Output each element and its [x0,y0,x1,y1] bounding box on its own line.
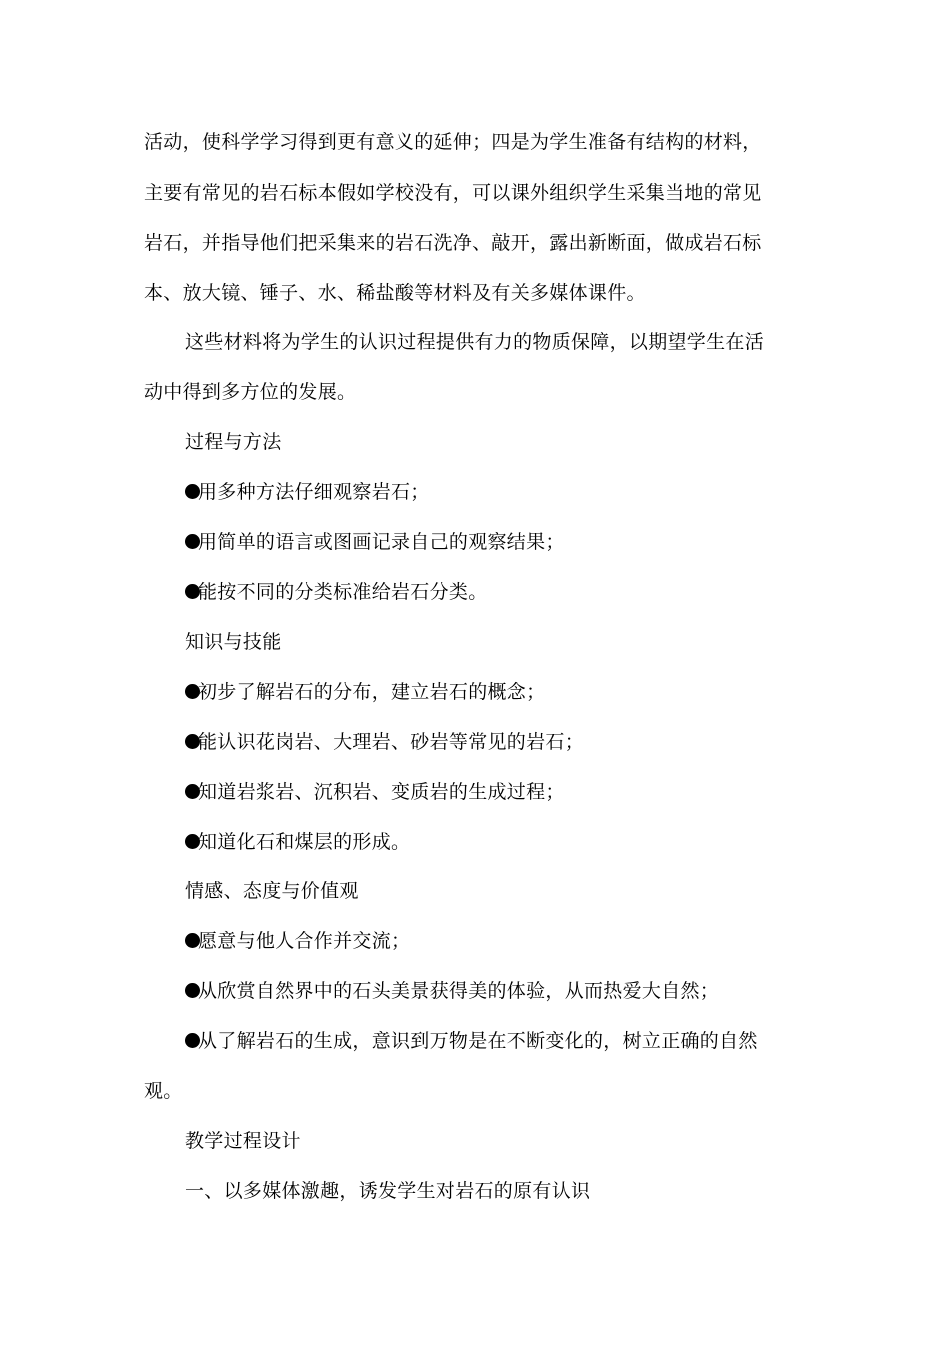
paragraph-line: 观。 [144,1080,183,1102]
bullet-item: 能认识花岗岩、大理岩、砂岩等常见的岩石； [185,730,805,754]
bullet-item: 愿意与他人合作并交流； [185,929,805,953]
bullet-item: 知道岩浆岩、沉积岩、变质岩的生成过程； [185,780,805,804]
paragraph-line: 主要有常见的岩石标本假如学校没有，可以课外组织学生采集当地的常见 [144,182,762,204]
section-heading-process: 过程与方法 [185,431,282,453]
section-heading-emotion: 情感、态度与价值观 [185,880,359,902]
section-heading-knowledge: 知识与技能 [185,631,282,653]
bullet-item: 从欣赏自然界中的石头美景获得美的体验，从而热爱大自然； [185,979,805,1003]
bullet-item: 初步了解岩石的分布，建立岩石的概念； [185,680,805,704]
paragraph-line: 这些材料将为学生的认识过程提供有力的物质保障，以期望学生在活 [185,331,765,353]
paragraph-line: 本、放大镜、锤子、水、稀盐酸等材料及有关多媒体课件。 [144,282,646,304]
bullet-item: 用多种方法仔细观察岩石； [185,480,805,504]
bullet-item: 用简单的语言或图画记录自己的观察结果； [185,530,805,554]
paragraph-line: 动中得到多方位的发展。 [144,381,357,403]
bullet-item: 知道化石和煤层的形成。 [185,830,805,854]
section-heading-design: 教学过程设计 [185,1130,301,1152]
paragraph-line: 岩石，并指导他们把采集来的岩石洗净、敲开，露出新断面，做成岩石标 [144,232,762,254]
paragraph-line: 活动，使科学学习得到更有意义的延伸；四是为学生准备有结构的材料， [144,131,762,153]
bullet-item: 能按不同的分类标准给岩石分类。 [185,580,805,604]
bullet-item: 从了解岩石的生成，意识到万物是在不断变化的，树立正确的自然 [185,1029,805,1053]
step-heading: 一、以多媒体激趣，诱发学生对岩石的原有认识 [185,1180,591,1202]
